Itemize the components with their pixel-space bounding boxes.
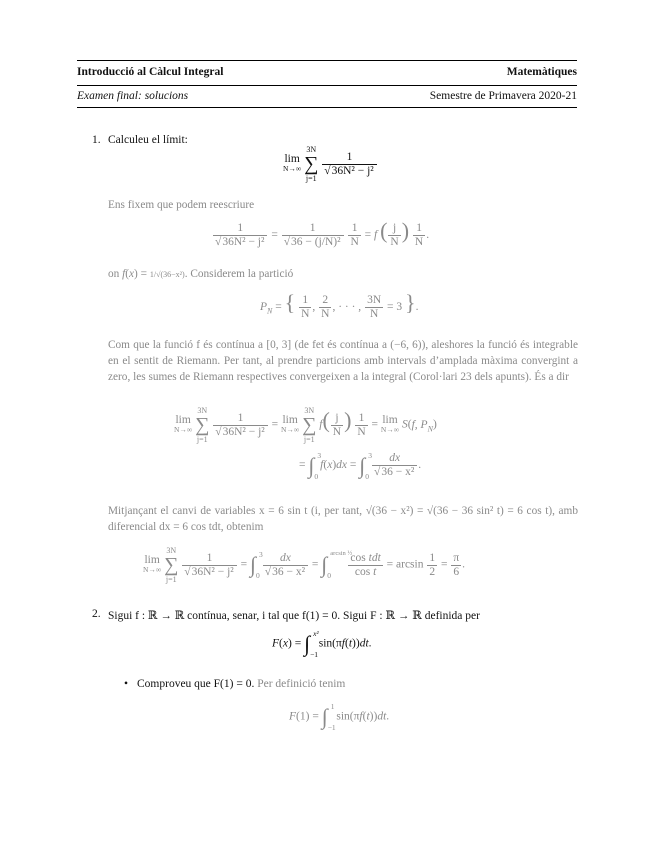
equation-final-result: lim N→∞ 3N ∑ j=1 $\frac{1}{\text{√36N² − j²}}$ = ∫ 3 0 $\frac{dx}{\text{√36 − x²}}$ = ∫ arcsin ½ 0 $\frac{\text{cos tdt}}{\text{cos t}}$ = arcsin $\frac{1}{2}$ = $\frac{\pi}{6}$ . — [143, 546, 466, 584]
header-top-rule — [77, 60, 577, 61]
semester-label: Semestre de Primavera 2020-21 — [429, 90, 577, 102]
equation-rewrite: $\frac{1}{\text{√36N² − j²}}$ = $\frac{1}{\text{√36 − (j/N)²}}$ $\frac{1}{N}$ = f ( $\frac{j}{N}$ ) $\frac{1}{N}$ . — [215, 218, 430, 248]
equation-riemann-limit: lim N→∞ 3N ∑ j=1 $\frac{1}{\text{√36N² − j²}}$ = lim N→∞ 3N ∑ j=1 f( $\frac{j}{N}$ ) $\frac{1}{N}$ = lim N→∞ S(f, $P_N$) — [174, 406, 437, 444]
paragraph-riemann: Com que la funció f és contínua a [0, 3] (de fet és contínua a (−6, 6)), aleshores la funció és integrable en el sentit de Riemann. Per tant, al prendre particions amb intervals d’amplada màxima convergint a zero, les sumes de Riemann respectives convergeixen a la integral (Corol·lari 23 dels apunts). És a dir — [108, 339, 578, 383]
paragraph-partition: on f(x) = 1/√(36−x²). Considerem la partició — [108, 268, 294, 280]
equation-F-definition: F(x) = ∫ x² −1 sin(πf(t))dt. — [272, 629, 372, 659]
equation-partition: $P_N$ = { $\frac{1}{N}$ , $\frac{2}{N}$ , · · · , $\frac{3N}{N}$ = 3 }. — [260, 290, 419, 320]
exam-title: Examen final: solucions — [77, 90, 189, 102]
problem-2-statement: Sigui f : ℝ → ℝ contínua, senar, i tal que f(1) = 0. Sigui F : ℝ → ℝ definida per — [108, 610, 480, 622]
header-mid-rule — [77, 85, 577, 86]
equation-limit-statement: lim N→∞ 3N ∑ j=1 $\frac{1}{\text{√36N² − j²}}$ — [283, 145, 378, 183]
problem-1-statement: Calculeu el límit: — [108, 134, 188, 146]
problem-2-number: 2. — [92, 608, 101, 620]
header-bottom-rule — [77, 107, 577, 108]
subject-title: Matemàtiques — [506, 66, 577, 78]
bullet-rest: Per definició tenim — [257, 678, 346, 690]
equation-F-at-1: F(1) = ∫ 1 −1 sin(πf(t))dt. — [289, 702, 390, 732]
paragraph-rewrite: Ens fixem que podem reescriure — [108, 199, 255, 211]
problem-1-number: 1. — [92, 134, 101, 146]
paragraph-change-variables: Mitjançant el canvi de variables x = 6 sin t (i, per tant, √(36 − x²) = √(36 − 36 sin² t) = 6 cos t), amb diferencial dx = 6 cos tdt, obtenim — [108, 505, 578, 533]
bullet-dot: • — [124, 678, 129, 690]
bullet-task: Comproveu que F(1) = 0. — [137, 678, 255, 690]
bullet-text — [137, 678, 345, 690]
course-title: Introducció al Càlcul Integral — [77, 66, 224, 78]
paragraph-partition-rest: . Considerem la partició — [184, 268, 294, 280]
paragraph-partition-on: on — [108, 268, 120, 280]
equation-riemann-integral: = ∫ 3 0 f(x)dx = ∫ 3 0 $\frac{dx}{\text{√36 − x²}}$ . — [299, 450, 422, 481]
